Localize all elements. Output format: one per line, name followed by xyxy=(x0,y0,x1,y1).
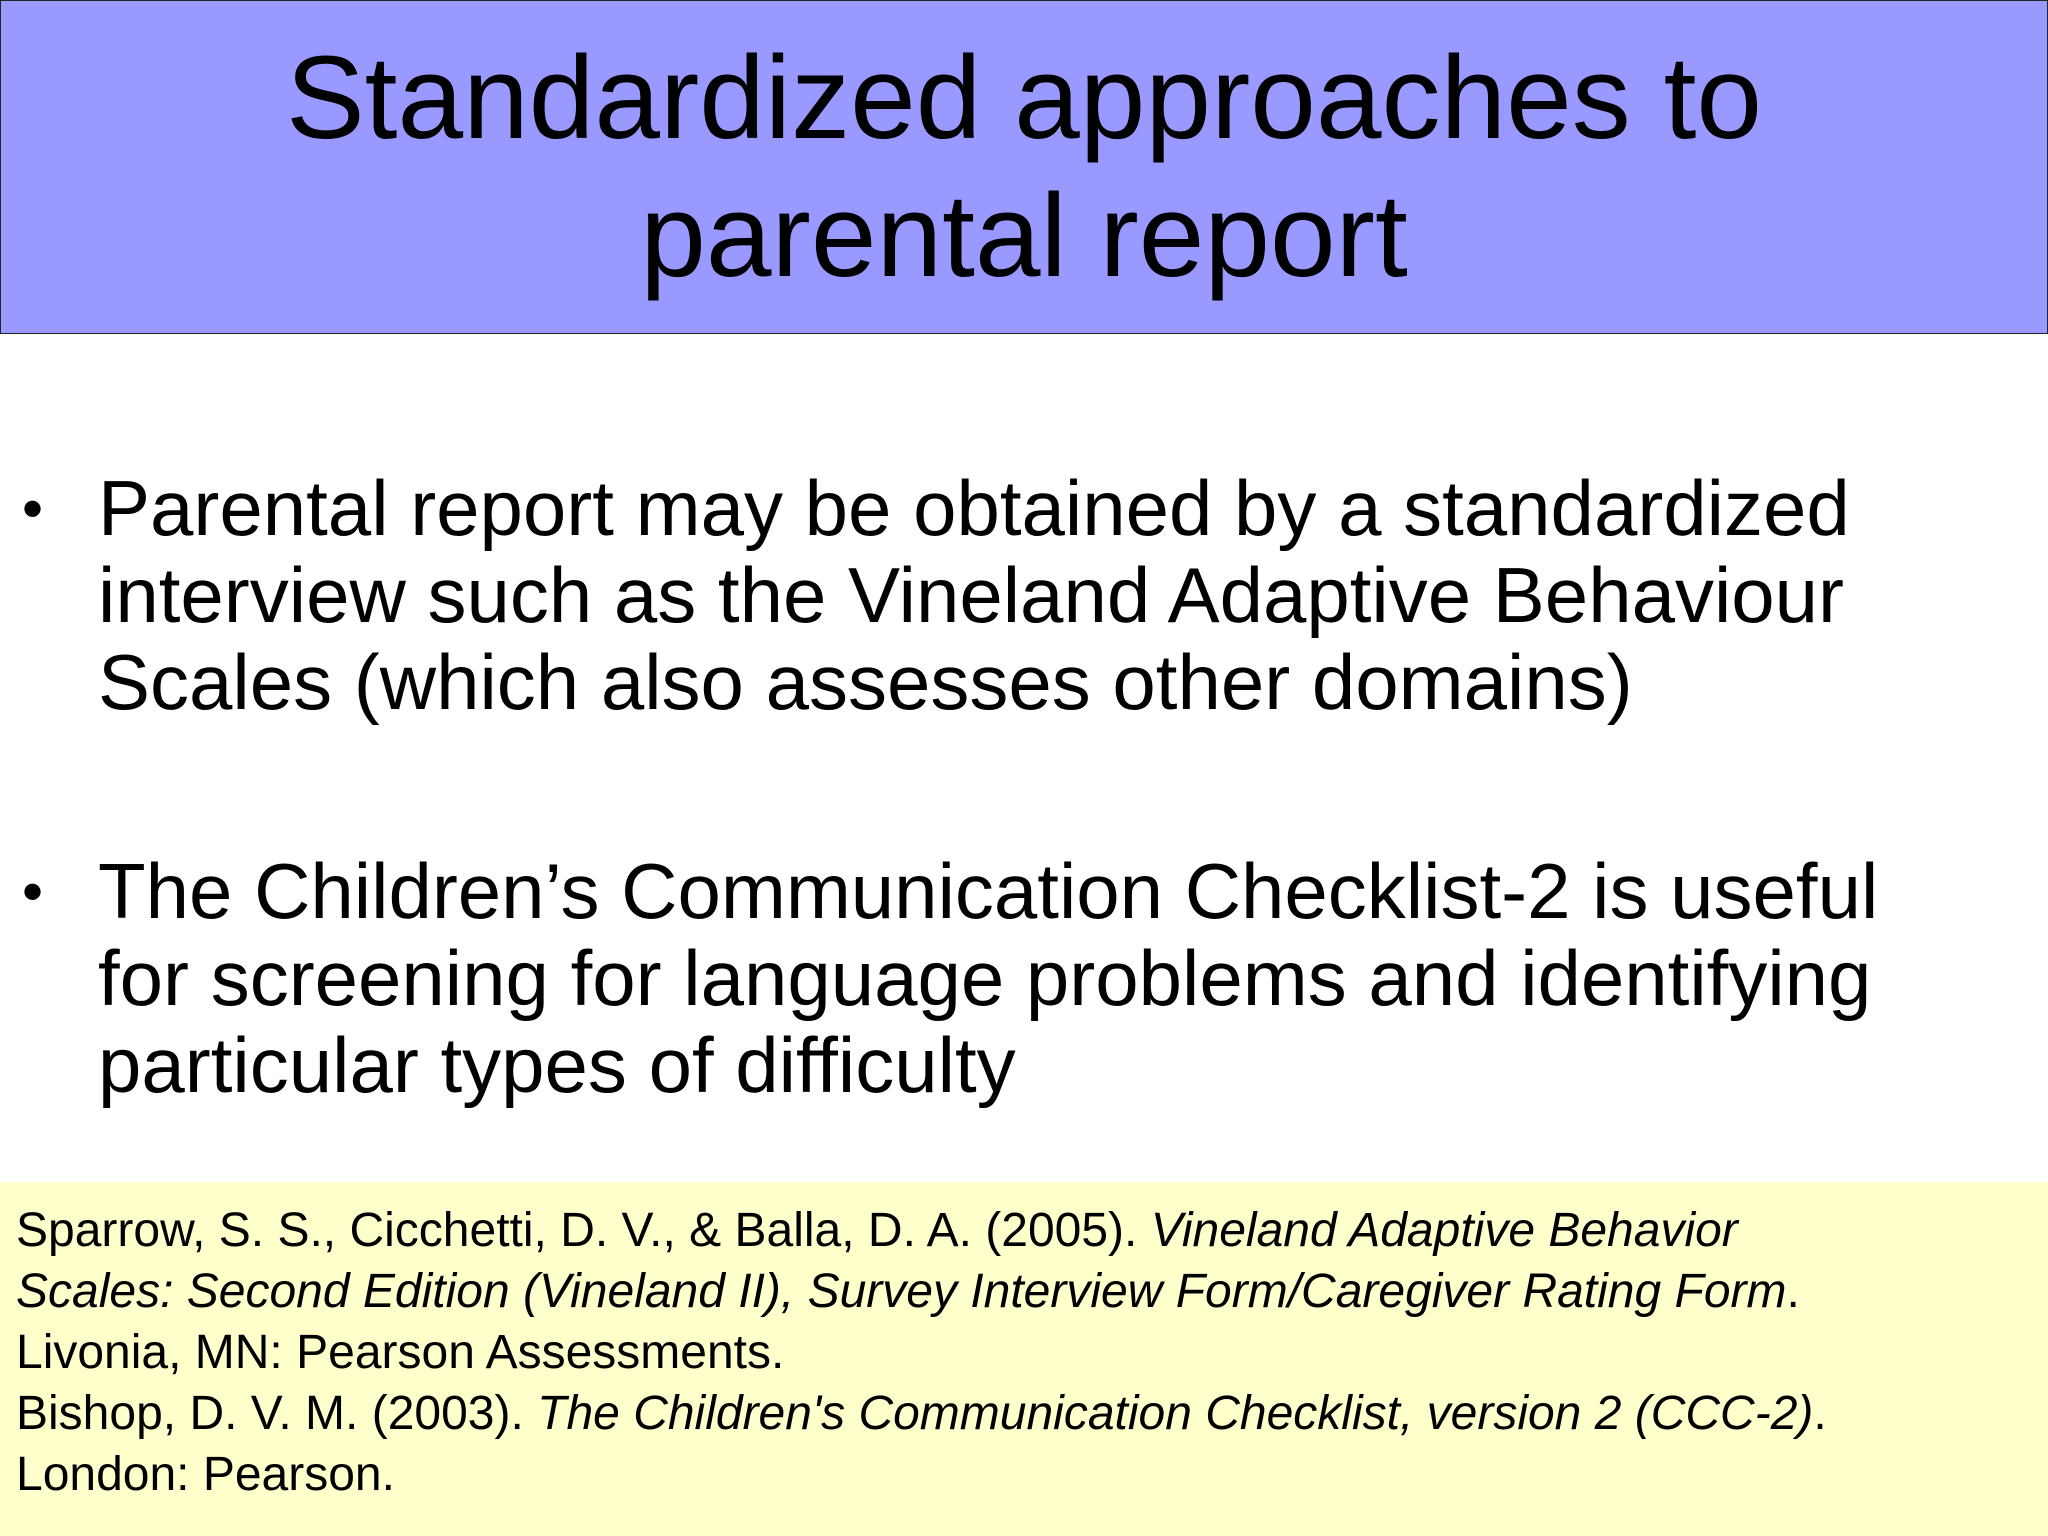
reference-2-title: The Children's Communication Checklist, version 2 (CCC-2) xyxy=(537,1387,1814,1440)
reference-2-publisher: London: Pearson. xyxy=(16,1448,395,1501)
bullet-point-icon: • xyxy=(22,475,44,542)
bullet-text-line: Scales (which also assesses other domains) xyxy=(98,638,1633,726)
slide-title-bar xyxy=(0,0,2048,334)
slide-title-line-1: Standardized approaches to xyxy=(285,32,1763,164)
bullet-text-line: for screening for language problems and identifying xyxy=(98,934,1872,1022)
bullet-text-line: The Children’s Communication Checklist-2 is useful xyxy=(98,847,1879,935)
reference-1-publisher: Livonia, MN: Pearson Assessments. xyxy=(16,1326,785,1379)
bullet-text-line: interview such as the Vineland Adaptive Behaviour xyxy=(98,551,1845,639)
reference-2-authors: Bishop, D. V. M. (2003). xyxy=(16,1387,538,1440)
reference-2-period: . xyxy=(1813,1387,1827,1440)
reference-2-line-1 xyxy=(16,1383,1827,1444)
bullet-text-line: Parental report may be obtained by a standardized xyxy=(98,464,1850,552)
reference-1-line-2 xyxy=(16,1261,1800,1322)
reference-1-title-part-2: Scales: Second Edition (Vineland II), Survey Interview Form/Caregiver Rating Form xyxy=(16,1265,1787,1318)
reference-1-authors: Sparrow, S. S., Cicchetti, D. V., & Balla, D. A. (2005). xyxy=(16,1204,1151,1257)
references-box xyxy=(0,1182,2048,1536)
reference-1-line-1 xyxy=(16,1200,1738,1261)
bullet-point-icon: • xyxy=(22,858,44,925)
reference-1-title-part-1: Vineland Adaptive Behavior xyxy=(1150,1204,1738,1257)
reference-1-period: . xyxy=(1786,1265,1800,1318)
bullet-text-line: particular types of difficulty xyxy=(98,1021,1016,1109)
slide-title-line-2: parental report xyxy=(640,170,1408,302)
